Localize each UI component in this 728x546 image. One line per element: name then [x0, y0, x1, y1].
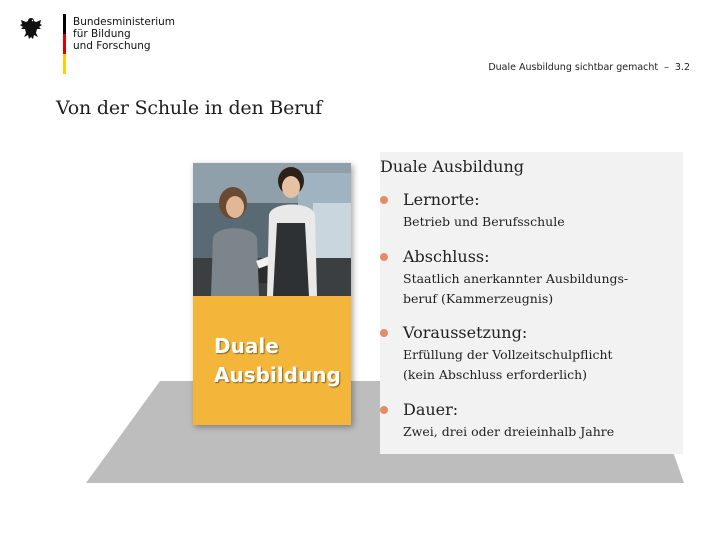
- item-body: [403, 345, 673, 385]
- card-label-line: Duale: [214, 334, 279, 358]
- card-label: [214, 332, 341, 390]
- training-card: [193, 163, 351, 425]
- flag-red: [63, 34, 66, 54]
- header-dash: –: [664, 62, 669, 73]
- item-body-line: Erfüllung der Vollzeitschulpflicht: [403, 347, 613, 362]
- item-head: Dauer:: [403, 400, 459, 419]
- flag-gold: [63, 54, 66, 74]
- item-body: [403, 212, 673, 232]
- panel-title: Duale Ausbildung: [380, 157, 524, 176]
- flag-black: [63, 14, 66, 34]
- item-body-line: (kein Abschluss erforderlich): [403, 367, 588, 382]
- bullet-dot-icon: [380, 329, 388, 337]
- item-body-line: beruf (Kammerzeugnis): [403, 291, 554, 306]
- card-label-line: Ausbildung: [214, 363, 341, 387]
- ministry-logo: [18, 14, 175, 76]
- item-body: [403, 422, 673, 442]
- bullet-dot-icon: [380, 406, 388, 414]
- federal-eagle-icon: [18, 16, 44, 42]
- bullet-dot-icon: [380, 253, 388, 261]
- flag-bar: [63, 14, 66, 74]
- ministry-line: und Forschung: [73, 40, 151, 52]
- item-head: Abschluss:: [403, 247, 490, 266]
- item-head: Voraussetzung:: [403, 323, 528, 342]
- page-title: Von der Schule in den Beruf: [56, 97, 322, 119]
- item-body-line: Staatlich anerkannter Ausbildungs-: [403, 271, 629, 286]
- item-body-line: Zwei, drei oder dreieinhalb Jahre: [403, 424, 615, 439]
- apprentices-photo: [193, 163, 351, 296]
- slide-header: [488, 62, 690, 73]
- item-head: Lernorte:: [403, 190, 480, 209]
- page-number: 3.2: [674, 62, 690, 73]
- info-panel: [380, 152, 683, 454]
- ministry-name: [73, 16, 175, 52]
- section-label: Duale Ausbildung sichtbar gemacht: [488, 62, 659, 73]
- ministry-line: Bundesministerium: [73, 16, 175, 28]
- bullet-dot-icon: [380, 196, 388, 204]
- item-body-line: Betrieb und Berufsschule: [403, 214, 565, 229]
- ministry-line: für Bildung: [73, 28, 131, 40]
- item-body: [403, 269, 673, 309]
- card-label-area: [193, 296, 351, 425]
